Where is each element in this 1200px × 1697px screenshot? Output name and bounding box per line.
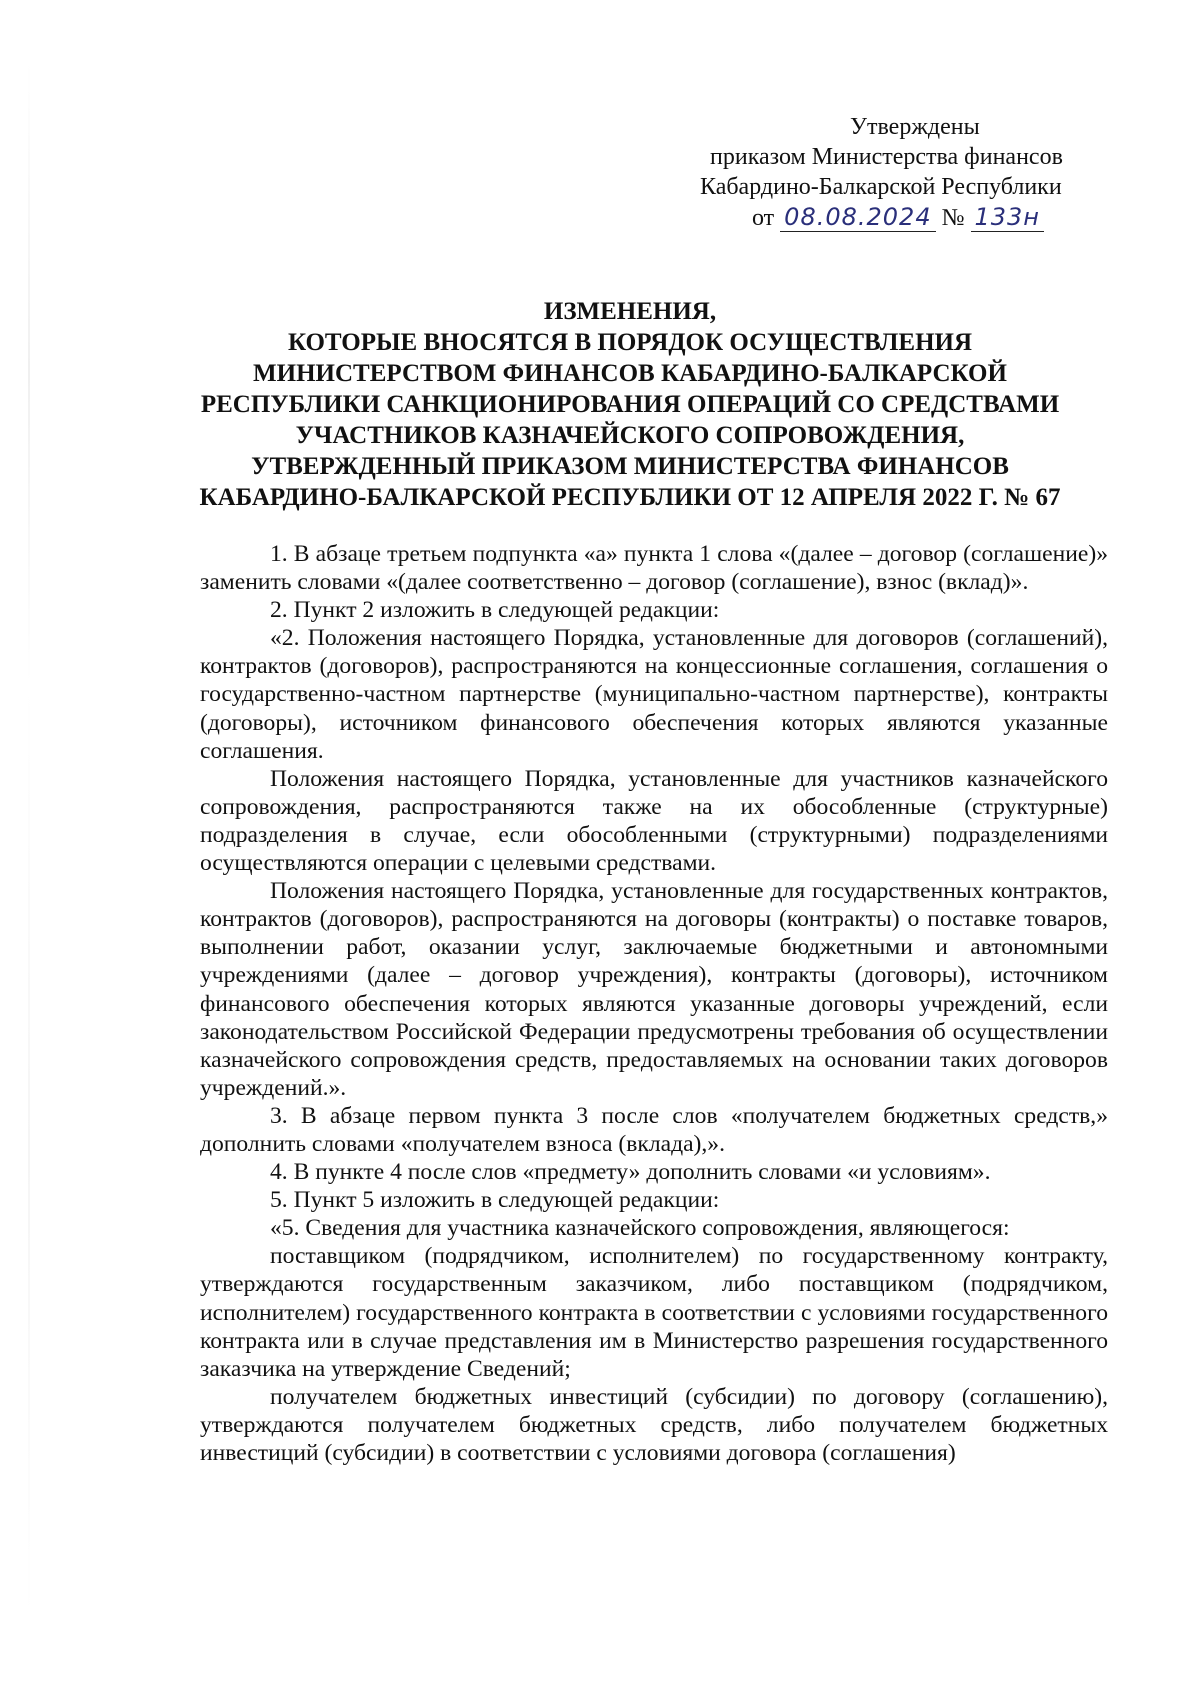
paragraph-contracts: Положения настоящего Порядка, установленные для государственных контрактов, контрактов (договоров), распространяются на договоры (контракты) о поставке товаров, выполнении работ, оказании услуг, заключаемые бюджетными и автономными учреждениями (далее – договор учреждения), контракты (договоры), источником финансового обеспечения которых являются указанные договоры учреждений, если законодательством Российской Федерации предусмотрены требования об осуществлении казначейского сопровождения средств, предоставляемых на основании таких договоров учреждений.».: [200, 878, 1108, 1101]
paragraph-investments: получателем бюджетных инвестиций (субсидии) по договору (соглашению), утверждаются получателем бюджетных средств, либо получателем бюджетных инвестиций (субсидии) в соответствии с условиями договора (соглашения): [200, 1383, 1108, 1466]
number-prefix: №: [941, 205, 965, 231]
paragraph-participants: Положения настоящего Порядка, установленные для участников казначейского сопровождения, распространяются также на их обособленные (структурные) подразделения в случае, если обособленными (структурными) подразделениями осуществляются операции с целевыми средствами.: [200, 765, 1108, 877]
approval-line-date-number: [700, 202, 1120, 233]
title-line: РЕСПУБЛИКИ САНКЦИОНИРОВАНИЯ ОПЕРАЦИЙ СО СРЕДСТВАМИ: [200, 391, 1060, 418]
document-body: [200, 540, 1108, 1467]
document-title: [150, 296, 1110, 513]
paragraph-item-2: 2. Пункт 2 изложить в следующей редакции:: [270, 597, 720, 624]
paragraph-supplier: поставщиком (подрядчиком, исполнителем) по государственному контракту, утверждаются государственным заказчиком, либо поставщиком (подрядчиком, исполнителем) государственного контракта в соответствии с условиями государственного контракта или в случае представления им в Министерство разрешения государственного заказчика на утверждение Сведений;: [200, 1243, 1108, 1382]
paragraph-item-3: 3. В абзаце первом пункта 3 после слов «получателем бюджетных средств,» дополнить словами «получателем взноса (вклада),».: [200, 1102, 1108, 1157]
paragraph-item-4: 4. В пункте 4 после слов «предмету» дополнить словами «и условиям».: [270, 1159, 991, 1186]
paragraph-item-5: 5. Пункт 5 изложить в следующей редакции:: [270, 1187, 720, 1214]
approval-line-order: приказом Министерства финансов: [710, 144, 1063, 170]
paragraph-quote-2: «2. Положения настоящего Порядка, установленные для договоров (соглашений), контрактов (договоров), распространяются на концессионные соглашения, соглашения о государственно-частном партнерстве (муниципально-частном партнерстве), контракты (договоры), источником финансового обеспечения которых являются указанные соглашения.: [200, 625, 1108, 764]
scan-margin-artifact: [28, 60, 30, 1620]
title-line: УЧАСТНИКОВ КАЗНАЧЕЙСКОГО СОПРОВОЖДЕНИЯ,: [295, 422, 965, 449]
title-line: КАБАРДИНО-БАЛКАРСКОЙ РЕСПУБЛИКИ ОТ 12 АПРЕЛЯ 2022 Г. № 67: [199, 484, 1061, 511]
approval-stamp-block: [700, 112, 1120, 233]
title-line: МИНИСТЕРСТВОМ ФИНАНСОВ КАБАРДИНО-БАЛКАРСКОЙ: [253, 360, 1007, 387]
title-line: ИЗМЕНЕНИЯ,: [543, 298, 717, 325]
handwritten-number: 133н: [971, 203, 1045, 232]
title-line: УТВЕРЖДЕННЫЙ ПРИКАЗОМ МИНИСТЕРСТВА ФИНАНСОВ: [251, 453, 1009, 480]
paragraph-item-1: 1. В абзаце третьем подпункта «а» пункта 1 слова «(далее – договор (соглашение)» заменить словами «(далее соответственно – договор (соглашение), взнос (вклад)».: [200, 541, 1108, 596]
title-line: КОТОРЫЕ ВНОСЯТСЯ В ПОРЯДОК ОСУЩЕСТВЛЕНИЯ: [287, 329, 973, 356]
date-prefix: от: [752, 205, 775, 231]
approval-line-approved: Утверждены: [850, 114, 980, 140]
paragraph-quote-5: «5. Сведения для участника казначейского сопровождения, являющегося:: [270, 1215, 1010, 1242]
approval-line-republic: Кабардино-Балкарской Республики: [700, 174, 1062, 200]
handwritten-date: 08.08.2024: [780, 203, 935, 232]
